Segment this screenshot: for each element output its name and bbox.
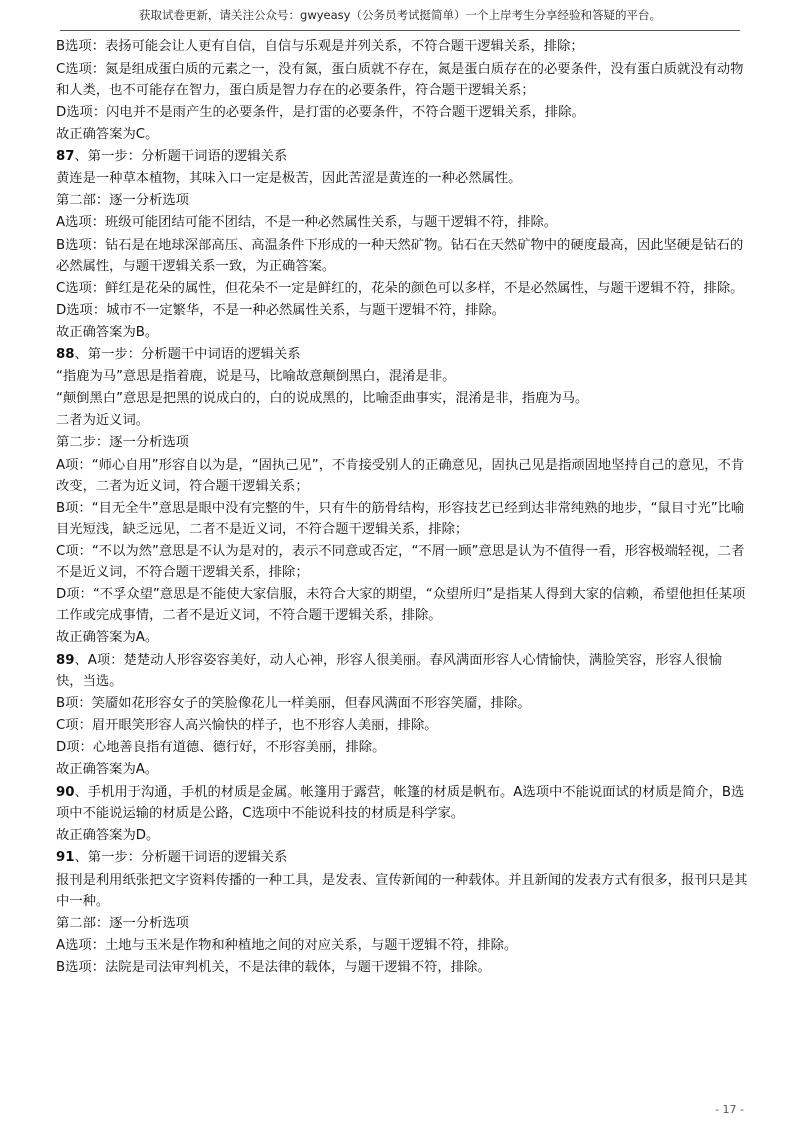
paragraph — [56, 278, 748, 300]
paragraph — [56, 759, 748, 781]
paragraph-text: C选项：鲜红是花朵的属性，但花朵不一定是鲜红的，花朵的颜色可以多样，不是必然属性，与题干逻辑不符，排除。 — [56, 281, 744, 296]
question-number: 87 — [56, 149, 75, 164]
question-number: 91 — [56, 850, 75, 865]
paragraph — [56, 388, 748, 410]
paragraph-text: C项：“不以为然”意思是不认为是对的，表示不同意或否定，“不屑一顾”意思是认为不值得一看，形容极端轻视，二者不是近义词，不符合题干逻辑关系，排除； — [56, 544, 745, 580]
document-body — [56, 36, 748, 979]
paragraph — [56, 913, 748, 935]
paragraph — [56, 627, 748, 649]
paragraph-text: “指鹿为马”意思是指着鹿，说是马，比喻故意颠倒黑白，混淆是非。 — [56, 369, 456, 384]
paragraph-text: B项：“目无全牛”意思是眼中没有完整的牛，只有牛的筋骨结构，形容技艺已经到达非常纯熟的地步，“鼠目寸光”比喻目光短浅，缺乏远见，二者不是近义词，不符合题干逻辑关系，排除； — [56, 501, 745, 537]
paragraph — [56, 322, 748, 344]
paragraph-text: D项：心地善良指有道德、德行好，不形容美丽，排除。 — [56, 740, 386, 755]
paragraph-text: D项：“不孚众望”意思是不能使大家信服，未符合大家的期望，“众望所归”是指某人得到大家的信赖，希望他担任某项工作或完成事情，二者不是近义词，不符合题干逻辑关系，排除。 — [56, 587, 746, 623]
paragraph — [56, 300, 748, 322]
paragraph — [56, 455, 748, 497]
paragraph — [56, 36, 748, 58]
paragraph — [56, 235, 748, 277]
paragraph-text: C选项：氮是组成蛋白质的元素之一，没有氮，蛋白质就不存在，氮是蛋白质存在的必要条件，没有蛋白质就没有动物和人类，也不可能存在智力，蛋白质是智力存在的必要条件，符合题干逻辑关系； — [56, 62, 744, 98]
paragraph — [56, 212, 748, 234]
paragraph — [56, 584, 748, 626]
paragraph — [56, 693, 748, 715]
paragraph — [56, 366, 748, 388]
paragraph-text: 故正确答案为A。 — [56, 762, 159, 777]
paragraph — [56, 541, 748, 583]
paragraph — [56, 498, 748, 540]
paragraph — [56, 935, 748, 957]
paragraph-text: A项：“师心自用”形容自以为是，“固执己见”，不肯接受别人的正确意见，固执己见是指顽固地坚持自己的意见，不肯改变，二者为近义词，符合题干逻辑关系； — [56, 458, 745, 494]
paragraph-text: D选项：城市不一定繁华，不是一种必然属性关系，与题干逻辑不符，排除。 — [56, 303, 506, 318]
paragraph — [56, 957, 748, 979]
paragraph-text: 第二步：逐一分析选项 — [56, 435, 189, 450]
paragraph-text: 、第一步：分析题干中词语的逻辑关系 — [74, 347, 301, 362]
question-number: 88 — [56, 347, 75, 362]
paragraph — [56, 344, 748, 366]
paragraph — [56, 650, 748, 692]
paragraph — [56, 847, 748, 869]
paragraph-text: 黄连是一种草本植物，其味入口一定是极苦，因此苦涩是黄连的一种必然属性。 — [56, 171, 522, 186]
paragraph — [56, 59, 748, 101]
page-number: - 17 - — [715, 1103, 744, 1116]
paragraph — [56, 432, 748, 454]
paragraph — [56, 782, 748, 824]
paragraph — [56, 410, 748, 432]
paragraph-text: B选项：钻石是在地球深部高压、高温条件下形成的一种天然矿物。钻石在天然矿物中的硬度最高，因此坚硬是钻石的必然属性，与题干逻辑关系一致，为正确答案。 — [56, 238, 744, 274]
paragraph-text: 故正确答案为A。 — [56, 630, 159, 645]
paragraph — [56, 124, 748, 146]
paragraph — [56, 102, 748, 124]
paragraph-text: 故正确答案为B。 — [56, 325, 159, 340]
paragraph-text: 、第一步：分析题干词语的逻辑关系 — [74, 850, 288, 865]
paragraph-text: 二者为近义词。 — [56, 413, 150, 428]
paragraph — [56, 190, 748, 212]
paragraph-text: “颠倒黑白”意思是把黑的说成白的，白的说成黑的，比喻歪曲事实，混淆是非，指鹿为马。 — [56, 391, 589, 406]
paragraph — [56, 825, 748, 847]
paragraph — [56, 168, 748, 190]
paragraph-text: 、第一步：分析题干词语的逻辑关系 — [74, 149, 288, 164]
paragraph-text: A选项：班级可能团结可能不团结，不是一种必然属性关系，与题干逻辑不符，排除。 — [56, 215, 558, 230]
paragraph-text: 故正确答案为D。 — [56, 828, 160, 843]
paragraph-text: B项：笑靥如花形容女子的笑脸像花儿一样美丽，但春风满面不形容笑靥，排除。 — [56, 696, 531, 711]
paragraph — [56, 870, 748, 912]
page-header: 获取试卷更新，请关注公众号：gwyeasy（公务员考试挺简单）一个上岸考生分享经验和答疑的平台。 — [60, 0, 740, 31]
paragraph — [56, 737, 748, 759]
paragraph-text: 第二部：逐一分析选项 — [56, 916, 189, 931]
paragraph-text: A选项：土地与玉米是作物和种植地之间的对应关系，与题干逻辑不符，排除。 — [56, 938, 518, 953]
paragraph-text: B选项：法院是司法审判机关，不是法律的载体，与题干逻辑不符，排除。 — [56, 960, 491, 975]
question-number: 90 — [56, 785, 75, 800]
paragraph-text: 、A项：楚楚动人形容姿容美好，动人心神，形容人很美丽。春风满面形容人心情愉快，满脸笑容，形容人很愉快，当选。 — [56, 653, 722, 689]
paragraph-text: 第二部：逐一分析选项 — [56, 193, 189, 208]
paragraph-text: 、手机用于沟通，手机的材质是金属。帐篷用于露营，帐篷的材质是帆布。A选项中不能说面试的材质是简介，B选项中不能说运输的材质是公路，C选项中不能说科技的材质是科学家。 — [56, 785, 745, 821]
question-number: 89 — [56, 653, 75, 668]
paragraph — [56, 715, 748, 737]
paragraph-text: 故正确答案为C。 — [56, 127, 159, 142]
paragraph-text: D选项：闪电并不是雨产生的必要条件，是打雷的必要条件，不符合题干逻辑关系，排除。 — [56, 105, 585, 120]
paragraph-text: 报刊是利用纸张把文字资料传播的一种工具，是发表、宣传新闻的一种载体。并且新闻的发表方式有很多，报刊只是其中一种。 — [56, 873, 748, 909]
paragraph-text: B选项：表扬可能会让人更有自信，自信与乐观是并列关系，不符合题干逻辑关系，排除； — [56, 39, 584, 54]
paragraph — [56, 146, 748, 168]
paragraph-text: C项：眉开眼笑形容人高兴愉快的样子，也不形容人美丽，排除。 — [56, 718, 438, 733]
